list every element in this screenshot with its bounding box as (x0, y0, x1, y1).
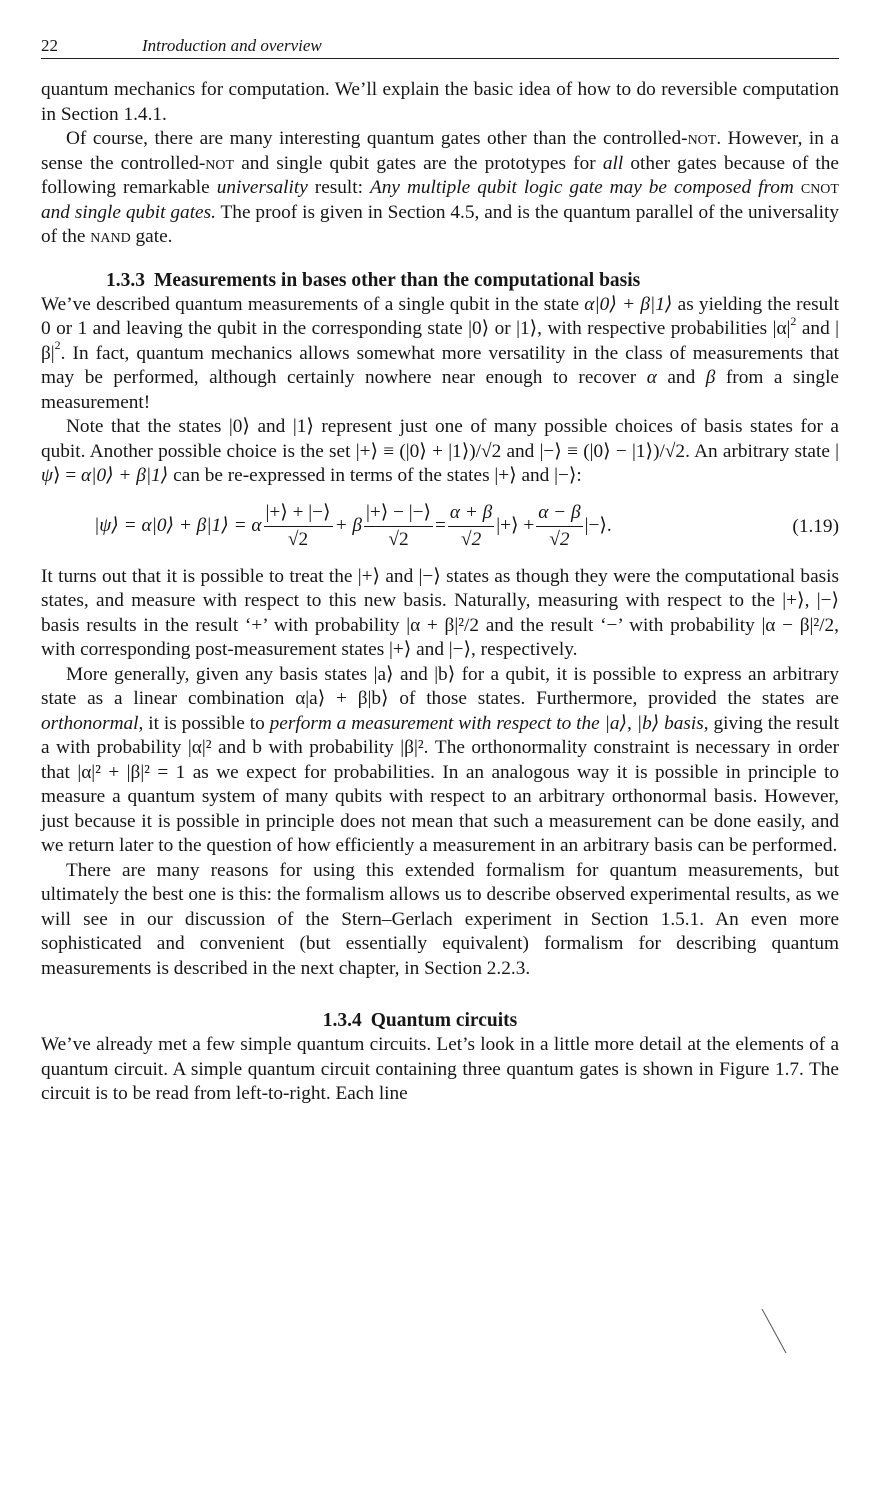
text-run: Note that the states |0⟩ and |1⟩ represent just one of many possible choices of basis states for a qubit. Another possible choice is the set |+⟩ ≡ (|0⟩ + |1⟩)/√2 and |−⟩ ≡ (|0⟩ − |1⟩)/√2. An arbitrary state | (41, 416, 839, 462)
text-run: ⟩ = (52, 465, 82, 486)
text-run: Of course, there are many interesting quantum gates other than the controlled- (66, 128, 688, 149)
text-run: We’ve described quantum measurements of a single qubit in the state (41, 293, 585, 315)
emphasis-perform-measurement: perform a measurement with respect to the |a⟩, |b⟩ basis (269, 712, 704, 734)
emphasis-universality: universality (216, 177, 308, 198)
section-heading-1-3-3 (41, 269, 839, 293)
section-number: 1.3.3 (106, 269, 145, 291)
paragraph-plus-minus-basis: It turns out that it is possible to treat the |+⟩ and |−⟩ states as though they were the computational basis states, and measure with respect to this new basis. Naturally, measuring with respect to the |+⟩, |−⟩ basis results in the result ‘+’ with probability |α + β|²/2 and the result ‘−’ with probability |α − β|²/2, with corresponding post-measurement states |+⟩ and |−⟩, respectively. (41, 565, 839, 660)
fraction-denominator: √2 (549, 529, 570, 550)
equation-body (94, 495, 612, 559)
text-run: . In fact, quantum mechanics allows somewhat more versatility in the class of measurements that may be performed, although certainly nowhere near enough to recover (41, 342, 839, 388)
fraction (536, 502, 582, 551)
universality-statement: Any multiple qubit logic gate may be composed from (370, 177, 801, 198)
fraction (264, 502, 333, 551)
text-run: as yielding the result 0 or 1 and leaving the qubit in the corresponding state |0⟩ or |1⟩, with respective probabilities |α| (41, 293, 839, 339)
text-run: other gates because of the following remarkable (41, 152, 839, 198)
equals-sign: = (435, 515, 446, 537)
math-state: α|0⟩ + β|1⟩ (584, 293, 673, 315)
section-title: Measurements in bases other than the computational basis (154, 269, 641, 291)
equation-term: + β (334, 515, 362, 537)
superscript-2: 2 (790, 313, 797, 328)
running-head: Introduction and overview (142, 36, 322, 55)
paragraph-basis-choice (41, 415, 839, 489)
fraction-denominator: √2 (388, 529, 409, 550)
fraction-denominator: √2 (287, 529, 309, 550)
text-run: The proof is given in Section 4.5, and is the quantum parallel of the universality of the (41, 201, 839, 247)
math-alpha: α (646, 367, 657, 388)
page-number: 22 (41, 36, 58, 55)
text-run: More generally, given any basis states |a⟩ and |b⟩ for a qubit, it is possible to express an arbitrary state as a linear combination α|a⟩ + β|b⟩ of those states. Furthermore, provided the states are (41, 663, 839, 709)
fraction-denominator: √2 (460, 529, 482, 550)
section-heading-1-3-4 (41, 1009, 839, 1033)
equation-term: |−⟩. (584, 515, 612, 537)
text-run: , it is possible to (138, 712, 270, 734)
not-gate-label: not (205, 152, 235, 174)
paragraph-measurements (41, 293, 839, 416)
math-state: α|0⟩ + β|1⟩ (81, 465, 169, 486)
text-run: result: (307, 177, 370, 198)
paragraph-formalism-reasons: There are many reasons for using this extended formalism for quantum measurements, but ultimately the best one is this: the formalism allows us to describe observed experimental results, as we will see in our discussion of the Stern–Gerlach experiment in Section 1.5.1. An even more sophisticated and convenient (but essentially equivalent) formalism for describing quantum measurements is described in the next chapter, in Section 2.2.3. (41, 859, 839, 979)
page-header (41, 32, 839, 59)
equation-number: (1.19) (792, 515, 839, 537)
fraction-numerator: |+⟩ − |−⟩ (364, 502, 433, 527)
page-body (41, 78, 839, 1107)
fraction-numerator: |+⟩ + |−⟩ (264, 502, 333, 527)
section-title: Quantum circuits (370, 1010, 518, 1031)
text-run: and single qubit gates are the prototypes for (234, 152, 603, 174)
section-heading-text (41, 269, 839, 293)
text-run: and |β| (41, 318, 840, 364)
text-run: can be re-expressed in terms of the states |+⟩ and |−⟩: (168, 465, 582, 486)
equation-lhs: |ψ⟩ = α|0⟩ + β|1⟩ = α (94, 515, 262, 537)
book-page (41, 32, 839, 1107)
section-number: 1.3.4 (322, 1010, 362, 1031)
text-run: from a single measurement! (41, 367, 839, 413)
fraction-numerator: α + β (448, 502, 494, 527)
cnot-gate-label: cnot (800, 177, 839, 198)
paragraph-intro: quantum mechanics for computation. We’ll explain the basic idea of how to do reversible computation in Section 1.4.1. (41, 79, 839, 125)
text-run: and (656, 367, 706, 388)
paragraph-quantum-circuits: We’ve already met a few simple quantum circuits. Let’s look in a little more detail at the elements of a quantum circuit. A simple quantum circuit containing three quantum gates is shown in Figure 1.7. The circuit is to be read from left-to-right. Each line (41, 1034, 839, 1104)
section-heading-text (41, 1009, 839, 1033)
emphasis-all: all (602, 152, 624, 174)
paragraph-universality (41, 127, 839, 250)
emphasis-orthonormal: orthonormal (41, 712, 139, 734)
text-run: . However, in a sense the controlled- (41, 128, 839, 174)
math-beta: β (705, 367, 716, 388)
text-run: , giving the result a with probability |α|² and b with probability |β|². The orthonormality constraint is necessary in order that |α|² + |β|² = 1 as we expect for probabilities. In an analogous way it is possible in principle to measure a quantum system of many qubits with respect to an arbitrary orthonormal basis. However, just because it is possible in principle does not mean that such a measurement can be done easily, and we return later to the question of how efficiently a measurement in an arbitrary basis can be performed. (41, 712, 840, 856)
fraction-numerator: α − β (536, 502, 582, 527)
superscript-2: 2 (54, 338, 61, 353)
equation-term: |+⟩ + (496, 515, 535, 537)
pencil-mark (760, 1307, 790, 1357)
paragraph-general-basis (41, 663, 839, 859)
universality-statement-end: and single qubit gates. (41, 201, 216, 223)
fraction (364, 502, 433, 551)
nand-gate-label: nand (90, 226, 131, 247)
text-run: gate. (130, 226, 173, 247)
not-gate-label: not (687, 128, 717, 149)
equation-1-19 (41, 495, 839, 559)
fraction (448, 502, 494, 551)
math-psi: ψ (41, 465, 53, 486)
